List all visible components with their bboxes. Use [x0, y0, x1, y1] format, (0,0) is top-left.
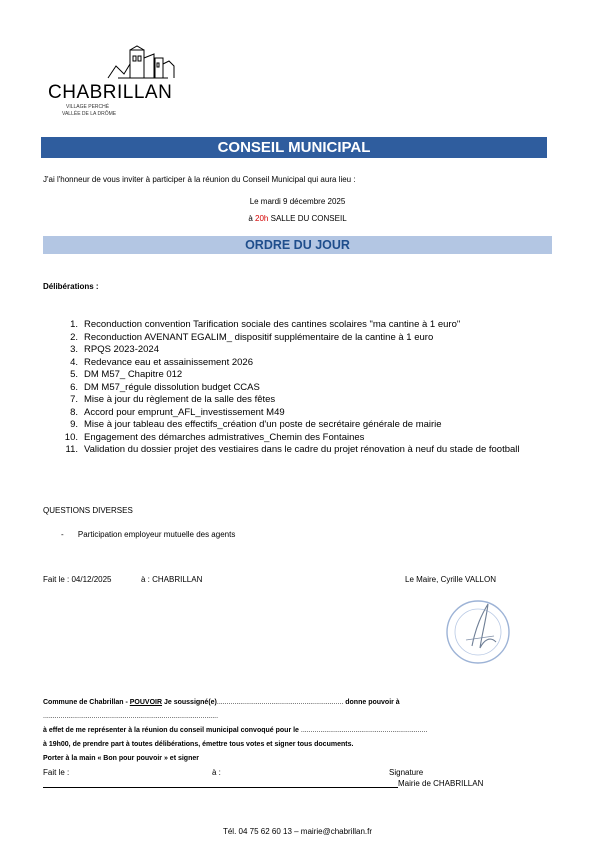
agenda-title: ORDRE DU JOUR	[43, 236, 552, 254]
list-item-number: 8.	[70, 406, 78, 418]
pouvoir-dots-2[interactable]: ..........................................................................................	[43, 713, 219, 720]
pouvoir-word: POUVOIR	[129, 699, 163, 706]
logo-tagline-2: VALLÉE DE LA DRÔME	[62, 111, 117, 117]
footer-contact: Tél. 04 75 62 60 13 – mairie@chabrillan.fr	[222, 827, 373, 836]
list-item	[60, 444, 550, 457]
list-item-text: Reconduction AVENANT EGALIM_ dispositif supplémentaire de la cantine à 1 euro	[84, 331, 434, 343]
list-item	[60, 432, 550, 445]
maire-name: Le Maire, Cyrille VALLON	[405, 575, 496, 584]
list-item-number: 4.	[70, 356, 78, 368]
list-item	[60, 369, 550, 382]
pouvoir-commune: Commune de Chabrillan -	[43, 699, 130, 706]
pouvoir-line-3	[43, 727, 427, 734]
list-item-text: RPQS 2023-2024	[84, 344, 159, 355]
logo-tagline-1: VILLAGE PERCHÉ	[66, 104, 110, 110]
list-item-text: Engagement des démarches admistratives_Chemin des Fontaines	[84, 431, 365, 443]
pouvoir-soussigne: Je soussigné(e)	[162, 699, 217, 706]
pouvoir-porter: Porter à la main « Bon pour pouvoir » et signer	[43, 755, 199, 762]
deliberations-label: Délibérations :	[43, 282, 99, 291]
pouvoir-signature: Signature	[389, 768, 424, 777]
meeting-time-place	[0, 214, 595, 223]
list-item	[60, 419, 550, 432]
agenda-list	[60, 319, 550, 457]
meeting-date: Le mardi 9 décembre 2025	[249, 197, 346, 206]
logo	[48, 44, 178, 122]
list-item-number: 9.	[70, 419, 78, 430]
questions-item	[61, 530, 235, 539]
list-item	[60, 407, 550, 420]
list-item	[60, 394, 550, 407]
pouvoir-a: à :	[212, 768, 221, 777]
list-item	[60, 344, 550, 357]
pouvoir-dots-3[interactable]: .................................................................	[300, 727, 428, 734]
list-item-text: DM M57_régule dissolution budget CCAS	[84, 381, 260, 393]
page-title: CONSEIL MUNICIPAL	[41, 137, 547, 158]
list-item-text: Reconduction convention Tarification sociale des cantines scolaires "ma cantine à 1 euro"	[84, 319, 461, 330]
list-item-text: Accord pour emprunt_AFL_investissement M49	[84, 406, 285, 418]
time-prefix: à	[248, 214, 256, 223]
list-dash: -	[61, 530, 64, 539]
pouvoir-line-1	[43, 699, 400, 706]
village-skyline-icon	[106, 44, 176, 80]
list-item-number: 5.	[70, 369, 78, 380]
list-item	[60, 357, 550, 370]
list-item-number: 1.	[70, 319, 78, 330]
pouvoir-prendre: à 19h00, de prendre part à toutes délibérations, émettre tous votes et signer tous documents.	[43, 741, 354, 748]
list-item-number: 10.	[64, 431, 78, 443]
questions-label: QUESTIONS DIVERSES	[43, 506, 133, 515]
list-item-text: Mise à jour tableau des effectifs_création d'un poste de secrétaire générale de mairie	[84, 419, 442, 430]
list-item	[60, 319, 550, 332]
list-item-number: 2.	[70, 331, 78, 343]
fait-a: à : CHABRILLAN	[141, 575, 203, 584]
fait-le: Fait le : 04/12/2025	[43, 575, 112, 584]
list-item-text: Mise à jour du règlement de la salle des fêtes	[84, 394, 276, 405]
mairie-stamp-icon	[442, 596, 514, 668]
list-item-number: 11.	[65, 444, 78, 455]
list-item-number: 7.	[70, 394, 78, 405]
meeting-time: 20h	[255, 214, 269, 223]
pouvoir-fait-le: Fait le :	[43, 768, 70, 777]
invitation-text: J'ai l'honneur de vous inviter à participer à la réunion du Conseil Municipal qui aura lieu :	[43, 175, 356, 184]
list-item-number: 3.	[70, 344, 78, 355]
list-item	[60, 332, 550, 345]
list-item-text: DM M57_ Chapitre 012	[84, 369, 183, 380]
questions-item-text: Participation employeur mutuelle des agents	[77, 530, 236, 539]
meeting-place: SALLE DU CONSEIL	[268, 214, 347, 223]
pouvoir-dots-1[interactable]: .................................................................	[216, 699, 344, 706]
pouvoir-donne: donne pouvoir à	[343, 699, 400, 706]
pouvoir-mairie: Mairie de CHABRILLAN	[398, 779, 484, 788]
list-item-text: Redevance eau et assainissement 2026	[84, 356, 254, 368]
list-item-number: 6.	[70, 381, 78, 393]
signature-underline	[43, 787, 398, 788]
pouvoir-effet: à effet de me représenter à la réunion du conseil municipal convoqué pour le	[43, 727, 299, 734]
list-item	[60, 382, 550, 395]
logo-name: CHABRILLAN	[48, 82, 173, 103]
list-item-text: Validation du dossier projet des vestiaires dans le cadre du projet rénovation à neuf du stade de football	[84, 444, 520, 455]
